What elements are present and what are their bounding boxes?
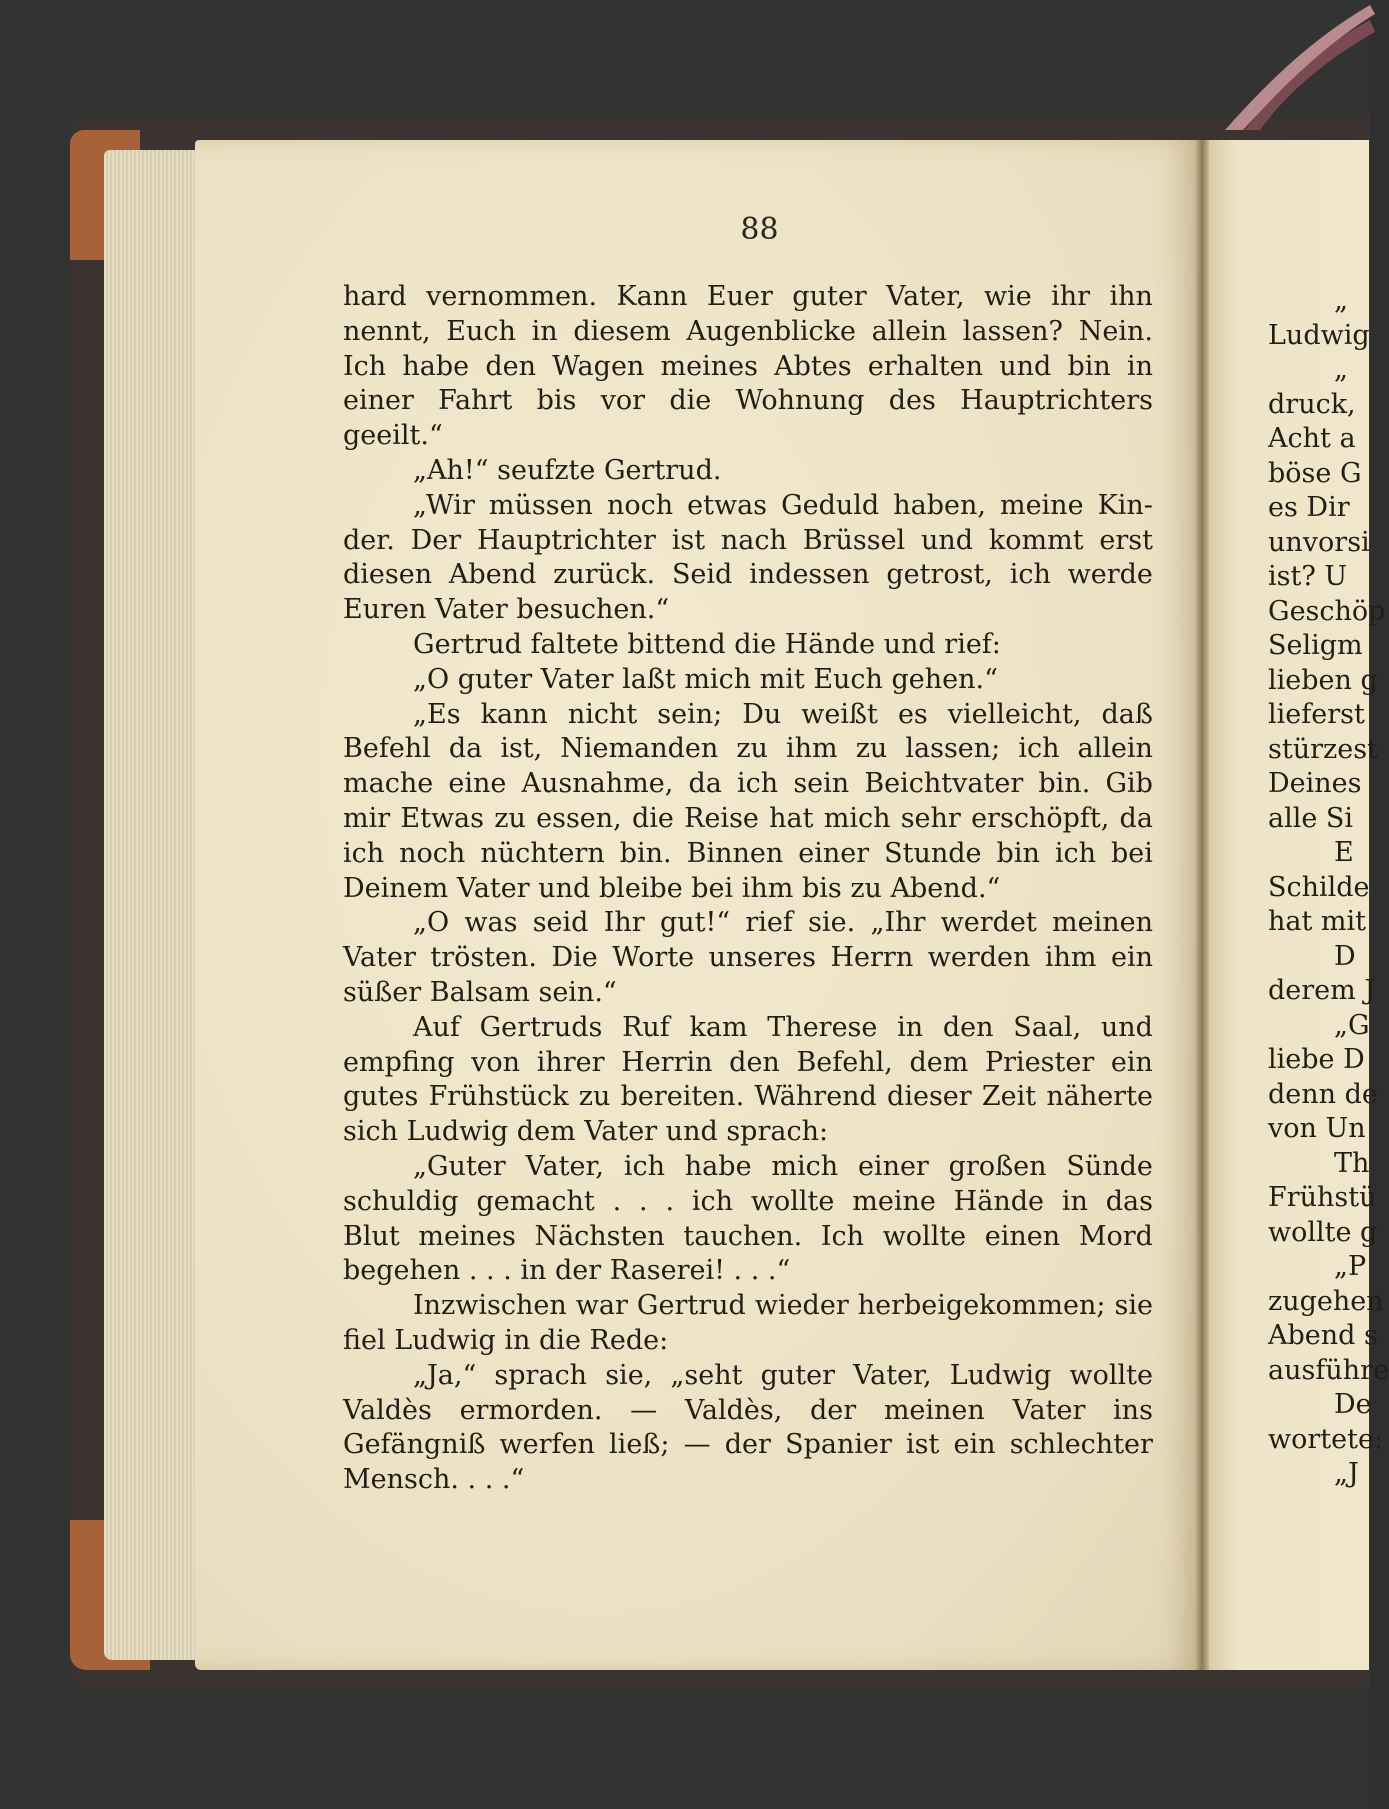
text-fragment: druck, bbox=[1268, 388, 1356, 420]
text-fragment: Abend s bbox=[1268, 1320, 1378, 1351]
text-line: Ich habe den Wagen meines Abtes erhalten und bin in bbox=[343, 350, 1153, 382]
text-fragment: Schilde bbox=[1268, 871, 1370, 903]
text-line: gutes Frühstück zu bereiten. Während dieser Zeit näherte bbox=[343, 1081, 1153, 1113]
text-line: einer Fahrt bis vor die Wohnung des Hauptrichters bbox=[343, 385, 1153, 417]
text-fragment: wollte g bbox=[1268, 1216, 1378, 1248]
text-fragment: unvorsi bbox=[1268, 526, 1370, 558]
text-fragment: derem J bbox=[1268, 975, 1376, 1006]
text-line: „Wir müssen noch etwas Geduld haben, meine Kin- bbox=[413, 489, 1153, 521]
text-line: empfing von ihrer Herrin den Befehl, dem Priester ein bbox=[343, 1046, 1153, 1078]
text-line: Vater trösten. Die Worte unseres Herrn werden ihm ein bbox=[343, 942, 1153, 974]
text-fragment: D bbox=[1334, 940, 1356, 972]
text-fragment: „ bbox=[1334, 354, 1348, 385]
text-line: Inzwischen war Gertrud wieder herbeigekommen; sie bbox=[413, 1290, 1153, 1322]
text-fragment: böse G bbox=[1268, 457, 1362, 489]
text-line: schuldig gemacht . . . ich wollte meine Hände in das bbox=[343, 1185, 1153, 1217]
text-fragment: De bbox=[1334, 1389, 1372, 1420]
text-fragment: E bbox=[1334, 837, 1354, 868]
text-fragment: Deines bbox=[1268, 768, 1362, 799]
text-fragment: von Un bbox=[1268, 1113, 1366, 1144]
text-line: Gefängniß werfen ließ; — der Spanier ist ein schlechter bbox=[343, 1429, 1153, 1461]
right-page-text bbox=[1268, 284, 1389, 1492]
text-fragment: liebe D bbox=[1268, 1044, 1365, 1075]
text-fragment: zugehen bbox=[1268, 1285, 1384, 1317]
text-line: „Ah!“ seufzte Gertrud. bbox=[413, 454, 722, 486]
text-fragment: wortete: bbox=[1268, 1423, 1384, 1455]
text-line: mir Etwas zu essen, die Reise hat mich sehr erschöpft, da bbox=[343, 802, 1153, 834]
text-line: süßer Balsam sein.“ bbox=[343, 976, 617, 1008]
text-fragment: „ bbox=[1334, 285, 1348, 316]
text-line: begehen . . . in der Raserei! . . .“ bbox=[343, 1255, 791, 1287]
text-fragment: alle Si bbox=[1268, 802, 1354, 834]
text-fragment: Frühstü bbox=[1268, 1182, 1377, 1213]
text-fragment: Geschöp bbox=[1268, 595, 1386, 627]
text-line: Mensch. . . .“ bbox=[343, 1464, 525, 1496]
text-fragment: lieben g bbox=[1268, 664, 1378, 696]
text-line: Deinem Vater und bleibe bei ihm bis zu Abend.“ bbox=[343, 872, 1001, 904]
text-line: „O guter Vater laßt mich mit Euch gehen.“ bbox=[413, 663, 998, 695]
text-line: „Guter Vater, ich habe mich einer großen Sünde bbox=[413, 1150, 1153, 1182]
text-line: Auf Gertruds Ruf kam Therese in den Saal, und bbox=[413, 1011, 1153, 1043]
text-line: ich noch nüchtern bin. Binnen einer Stunde bin ich bei bbox=[343, 837, 1153, 869]
text-fragment: „J bbox=[1334, 1458, 1359, 1489]
text-fragment: Acht a bbox=[1268, 423, 1356, 454]
text-fragment: Th bbox=[1334, 1147, 1370, 1179]
text-line: Gertrud faltete bittend die Hände und rief: bbox=[413, 628, 1001, 660]
text-line: sich Ludwig dem Vater und sprach: bbox=[343, 1116, 829, 1148]
text-line: diesen Abend zurück. Seid indessen getrost, ich werde bbox=[343, 559, 1153, 591]
text-fragment: denn de bbox=[1268, 1078, 1378, 1110]
text-line: „Ja,“ sprach sie, „seht guter Vater, Ludwig wollte bbox=[413, 1359, 1153, 1391]
text-line: fiel Ludwig in die Rede: bbox=[343, 1324, 669, 1356]
text-line: der. Der Hauptrichter ist nach Brüssel und kommt erst bbox=[343, 524, 1153, 556]
text-fragment: Ludwig bbox=[1268, 319, 1370, 351]
page-number: 88 bbox=[740, 212, 779, 247]
text-line: „O was seid Ihr gut!“ rief sie. „Ihr werdet meinen bbox=[413, 907, 1153, 939]
text-line: nennt, Euch in diesem Augenblicke allein lassen? Nein. bbox=[343, 315, 1153, 347]
book-gutter bbox=[1195, 140, 1209, 1670]
text-fragment: Seligm bbox=[1268, 630, 1363, 661]
text-line: Euren Vater besuchen.“ bbox=[343, 594, 670, 626]
text-line: „Es kann nicht sein; Du weißt es vielleicht, daß bbox=[413, 698, 1153, 730]
text-fragment: ausführe bbox=[1268, 1354, 1389, 1386]
text-line: geeilt.“ bbox=[343, 420, 443, 452]
text-fragment: lieferst bbox=[1268, 699, 1365, 730]
text-line: hard vernommen. Kann Euer guter Vater, wie ihr ihn bbox=[343, 281, 1153, 312]
text-fragment: „G bbox=[1334, 1009, 1370, 1041]
text-fragment: stürzest bbox=[1268, 733, 1378, 765]
text-fragment: „P bbox=[1334, 1251, 1367, 1282]
text-fragment: ist? U bbox=[1268, 561, 1348, 592]
text-fragment: hat mit bbox=[1268, 906, 1367, 937]
text-line: mache eine Ausnahme, da ich sein Beichtvater bin. Gib bbox=[343, 768, 1153, 800]
text-line: Blut meines Nächsten tauchen. Ich wollte einen Mord bbox=[343, 1220, 1153, 1252]
text-line: Befehl da ist, Niemanden zu ihm zu lassen; ich allein bbox=[343, 733, 1153, 765]
text-line: Valdès ermorden. — Valdès, der meinen Vater ins bbox=[343, 1394, 1153, 1426]
text-fragment: es Dir bbox=[1268, 492, 1350, 523]
left-page-text bbox=[343, 280, 1153, 1498]
ribbon-bookmark-icon bbox=[1185, 0, 1375, 130]
